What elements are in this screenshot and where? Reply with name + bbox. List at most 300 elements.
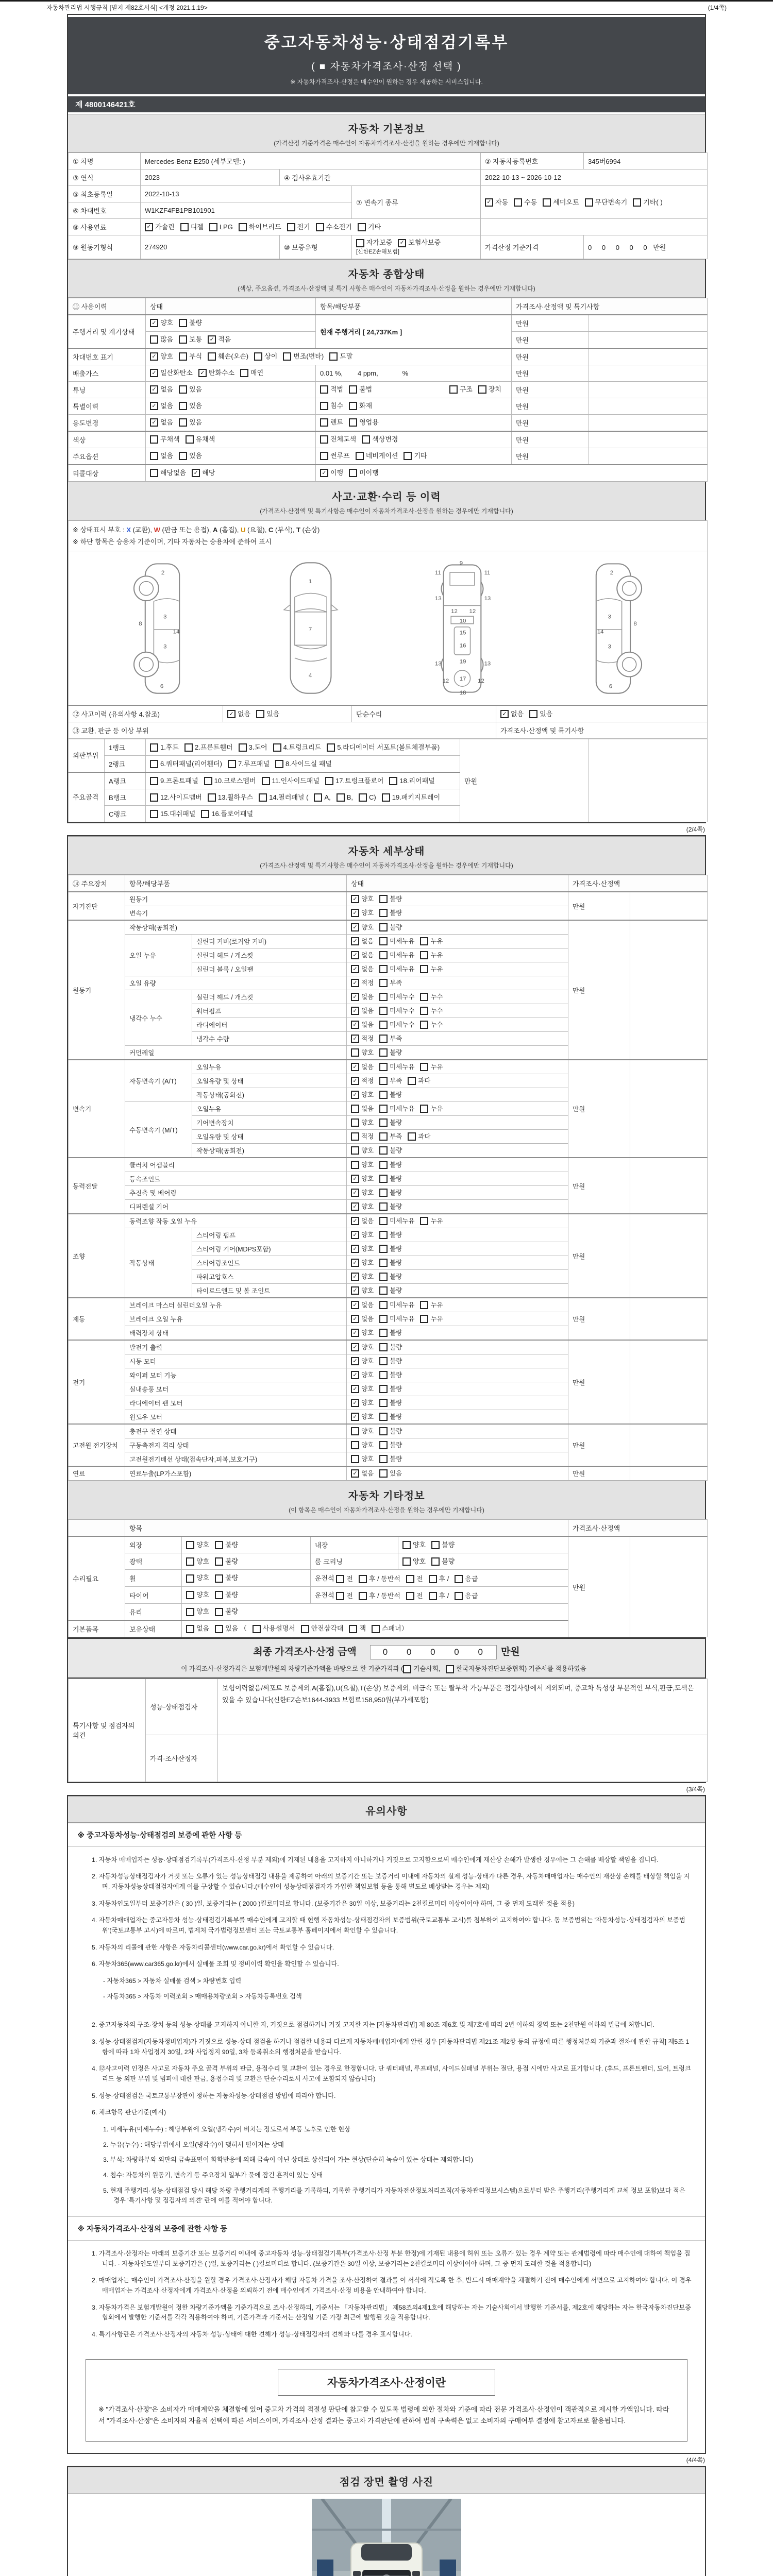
checkbox-empty-icon	[180, 223, 189, 231]
field-label: ⑥ 차대번호	[69, 202, 141, 219]
checkbox-label: 하이브리드	[248, 223, 281, 231]
checkbox-empty-icon	[316, 223, 324, 231]
checkbox-label: 불량	[390, 1273, 402, 1280]
checkbox-empty-icon	[150, 469, 158, 477]
checkbox-empty-icon	[420, 1315, 428, 1323]
checkbox-label: 없음	[361, 1301, 374, 1309]
checkbox-label: 유채색	[195, 435, 215, 444]
checkbox-label: 미세누유	[390, 937, 415, 945]
document-title-note: ※ 자동차가격조사·산정은 매수인이 원하는 경우 제공하는 서비스입니다.	[290, 78, 483, 86]
price-cell: 만원	[568, 1214, 630, 1298]
legend-cell	[69, 520, 708, 551]
remark-cell	[589, 739, 708, 822]
item-label: 오일유량 및 상태	[192, 1074, 347, 1088]
device-group: 전기	[69, 1340, 125, 1424]
checkbox-label: 적정	[361, 1035, 374, 1042]
checkbox-checked-icon: ✓	[351, 965, 359, 973]
checkbox-label: 네비게이션	[365, 452, 398, 460]
checkbox-empty-icon	[379, 923, 388, 931]
emission-values: 0.01 %, 4 ppm, %	[316, 365, 512, 381]
checkbox-checked-icon: ✓	[351, 1063, 359, 1071]
legend-text: (요철),	[245, 526, 268, 534]
checkbox-empty-icon	[351, 1427, 359, 1435]
item-label: 오일유량 및 상태	[192, 1130, 347, 1144]
checkbox-empty-icon	[379, 1357, 388, 1365]
checkbox-label: 16.플로어패널	[211, 810, 254, 818]
checkbox-empty-icon	[408, 1077, 416, 1085]
checkbox-label: 이행	[330, 469, 344, 477]
checkbox-item	[351, 1273, 374, 1281]
basic-info-table	[68, 152, 708, 259]
checkbox-item	[239, 743, 267, 752]
car-diagram-cell	[69, 551, 708, 706]
checkbox-group	[347, 1228, 568, 1242]
panel-number: 19	[459, 659, 466, 666]
checkbox-label: 없음	[361, 1469, 374, 1477]
checkbox-empty-icon	[529, 710, 537, 718]
checkbox-empty-icon	[420, 965, 428, 973]
checkbox-label: 4.트렁크리드	[283, 743, 322, 752]
checkbox-empty-icon	[208, 793, 216, 802]
table-row	[69, 381, 708, 398]
panel-number: 1	[309, 579, 312, 585]
table-row	[69, 722, 708, 739]
checkbox-checked-icon: ✓	[351, 1286, 359, 1295]
checkbox-item	[150, 760, 222, 768]
checkbox-label: 적정	[361, 1132, 374, 1140]
checkbox-empty-icon	[379, 1455, 388, 1463]
checkbox-group	[347, 1004, 568, 1018]
checkbox-group	[316, 465, 708, 482]
checkbox-item	[316, 223, 352, 231]
checkbox-label: 렌트	[330, 418, 344, 427]
checkbox-label: 불량	[442, 1541, 455, 1549]
item-subgroup: 수동변속기 (M/T)	[125, 1102, 192, 1158]
group-label: 외판부위	[69, 739, 105, 773]
final-price-label: 최종 가격조사·산정 금액	[253, 1646, 357, 1657]
panel-number: 15	[459, 630, 466, 636]
checkbox-empty-icon	[201, 810, 209, 818]
checkbox-group	[316, 448, 512, 465]
checkbox-empty-icon	[349, 418, 357, 427]
checkbox-empty-icon	[351, 1132, 359, 1141]
remark-cell	[630, 1340, 708, 1424]
checkbox-item	[239, 223, 281, 231]
checkbox-group	[347, 1410, 568, 1425]
section-photos-header	[68, 2467, 705, 2494]
checkbox-checked-icon: ✓	[351, 1202, 359, 1211]
checkbox-item	[351, 1413, 374, 1421]
notice-item: 6. 체크항목 판단기준(예시)	[92, 2109, 166, 2116]
checkbox-group	[146, 414, 316, 431]
checkbox-item	[379, 1231, 402, 1239]
checkbox-item	[150, 793, 202, 802]
section-title: 점검 장면 촬영 사진	[339, 2477, 434, 2488]
table-row	[69, 739, 708, 756]
checkbox-label: 양호	[361, 1273, 374, 1280]
checkbox-group	[347, 920, 568, 935]
checkbox-item	[150, 369, 193, 377]
panel-number: 12	[477, 678, 484, 685]
checkbox-label: 누유	[430, 965, 443, 973]
item-label: 실린더 헤드 / 개스킷	[192, 990, 347, 1004]
checkbox-label: 불량	[225, 1574, 239, 1582]
checkbox-item	[379, 1469, 402, 1478]
checkbox-empty-icon	[150, 793, 158, 802]
checkbox-empty-icon	[408, 1132, 416, 1141]
checkbox-label: 불량	[390, 1399, 402, 1406]
item-label: 스티어링 펌프	[192, 1228, 347, 1242]
checkbox-label: 양호	[361, 1441, 374, 1449]
checkbox-empty-icon	[320, 452, 328, 460]
checkbox-item	[215, 1541, 238, 1549]
checkbox-label: 미세누수	[390, 1007, 415, 1014]
checkbox-item	[408, 1132, 430, 1141]
checkbox-label: 있음	[266, 710, 280, 718]
notice-item: 3. 자동차인도일부터 보증기간은 ( 30 )일, 보증거리는 ( 2000 )킬로미터로 합니다. (보증기간은 30일 이상, 보증거리는 2천킬로미터 이상이어야 하며, 그 중 먼저 도래한 것을 적용)	[92, 1900, 575, 1907]
field-value	[584, 235, 708, 259]
device-group: 자기진단	[69, 892, 125, 920]
field-label: ⑧ 사용연료	[69, 219, 141, 235]
checkbox-group	[347, 1396, 568, 1410]
tuning-type-checks	[449, 385, 507, 394]
checkbox-label: 없음	[361, 1217, 374, 1225]
checkbox-empty-icon	[179, 385, 187, 394]
checkbox-empty-icon	[379, 1146, 388, 1155]
field-label: ⑨ 원동기형식	[69, 235, 141, 259]
checkbox-label: 미세누유	[390, 1217, 415, 1225]
inspector-comment: 보험이력없음/써포트 보증제외,A(흠집),U(요철),T(손상) 보증제외, 비금속 또는 탈부착 가능부품은 점검사항에서 제외되며, 중고차 특성상 부분적인 부식,판금,도색은 있을 수 있습니다(신한EZ손보1644-3933 보험료158,950원(부가세포함)	[218, 1679, 708, 1735]
table-row	[69, 219, 708, 235]
checkbox-label: 양호	[361, 923, 374, 931]
checkbox-label: 양호	[196, 1574, 210, 1582]
checkbox-empty-icon	[273, 743, 281, 752]
etc-info-table	[68, 1519, 708, 1637]
checkbox-label: 후 /	[439, 1574, 449, 1583]
checkbox-label: 전	[416, 1591, 423, 1600]
panel-number: 13	[434, 661, 442, 668]
checkbox-empty-icon	[379, 1259, 388, 1267]
checkbox-label: 불량	[390, 1329, 402, 1336]
item-subgroup: 작동상태	[125, 1228, 192, 1298]
checkbox-label: 누수	[430, 993, 443, 1001]
checkbox-group	[146, 431, 316, 448]
checkbox-item	[379, 1427, 402, 1435]
checkbox-item	[351, 1245, 374, 1253]
checkbox-empty-icon	[150, 777, 158, 785]
item-label: 고전원전기배선 상태(접속단자,피복,보호기구)	[125, 1452, 347, 1467]
table-row	[69, 1424, 708, 1438]
remark-cell	[589, 448, 708, 465]
checkbox-group	[347, 1340, 568, 1354]
item-label: 스티어링조인트	[192, 1256, 347, 1270]
row-label: 가격·조사산정자	[146, 1735, 218, 1782]
inspection-photo-front	[312, 2499, 461, 2576]
item-label: 작동상태(공회전)	[192, 1144, 347, 1158]
price-cell: 만원	[512, 414, 589, 431]
checkbox-empty-icon	[455, 1592, 463, 1600]
row-label: 차대번호 표기	[69, 348, 146, 365]
checkbox-label: 불량	[390, 1161, 402, 1168]
checkbox-checked-icon: ✓	[351, 909, 359, 917]
checkbox-empty-icon	[359, 793, 367, 802]
table-row	[69, 235, 708, 259]
checkbox-group	[347, 892, 568, 906]
checkbox-item	[379, 1455, 402, 1463]
checkbox-item	[514, 198, 537, 207]
checkbox-label: 없음	[160, 418, 174, 427]
column-header: 가격조사·산정액	[568, 875, 708, 892]
checkbox-empty-icon	[228, 760, 236, 768]
checkbox-label: 많음	[160, 335, 174, 344]
checkbox-item	[186, 1541, 209, 1549]
checkbox-group	[182, 1620, 568, 1637]
checkbox-item	[351, 993, 374, 1001]
checkbox-label: 해당	[202, 469, 215, 477]
checkbox-item	[379, 1315, 414, 1323]
checkbox-label: 양호	[361, 1385, 374, 1393]
checkbox-label: 탄화수소	[208, 369, 235, 377]
checkbox-group	[347, 1116, 568, 1130]
checkbox-empty-icon	[379, 1048, 388, 1057]
state-code-letter: A	[212, 526, 218, 534]
checkbox-checked-icon: ✓	[351, 1343, 359, 1351]
field-label: ② 자동차등록번호	[481, 153, 584, 170]
car-front	[351, 2543, 422, 2576]
checkbox-label: 없음	[361, 1063, 374, 1071]
item-label: 충전구 절연 상태	[125, 1424, 347, 1438]
column-header: ⑭ 주요장치	[69, 875, 125, 892]
checkbox-label: 후 /	[439, 1591, 449, 1600]
checkbox-item	[256, 710, 279, 718]
appraisal-definition-title: 자동차가격조사·산정이란	[278, 2369, 495, 2396]
checkbox-label: 17.트렁크플로어	[335, 777, 384, 785]
checkbox-item	[186, 435, 215, 444]
checkbox-item	[431, 1557, 455, 1566]
accident-table	[68, 520, 708, 739]
checkbox-item	[351, 1118, 374, 1127]
checkbox-item	[179, 352, 202, 361]
checkbox-label: 전체도색	[330, 435, 357, 444]
checkbox-empty-icon	[379, 1189, 388, 1197]
item-label: 타이로드엔드 및 볼 조인트	[192, 1284, 347, 1298]
item-label: 내장	[311, 1536, 398, 1553]
checkbox-empty-icon	[379, 1105, 388, 1113]
checkbox-label: 양호	[196, 1541, 210, 1549]
checkbox-item	[192, 469, 215, 477]
item-label: 변속기	[125, 906, 347, 921]
car-diagram-side-left	[129, 558, 196, 698]
legend-text: (손상)	[300, 526, 320, 534]
checkbox-label: 불량	[390, 1286, 402, 1294]
checkbox-label: 있음	[189, 418, 203, 427]
column-header: ⑪ 사용이력	[69, 298, 146, 315]
section-title: 자동차 종합상태	[348, 268, 425, 280]
checkbox-checked-icon: ✓	[192, 469, 200, 477]
state-code-letter: W	[154, 526, 160, 534]
checkbox-label: 잭	[359, 1624, 366, 1633]
item-label: 구동축전지 격리 상태	[125, 1438, 347, 1452]
checkbox-empty-icon	[209, 223, 217, 231]
checkbox-item	[379, 1175, 402, 1183]
checkbox-checked-icon: ✓	[351, 993, 359, 1001]
item-label: 보유상태	[125, 1620, 182, 1637]
panel-number: 3	[163, 614, 167, 620]
checkbox-checked-icon: ✓	[485, 198, 493, 207]
checkbox-checked-icon: ✓	[351, 1231, 359, 1239]
checkbox-item	[327, 743, 440, 752]
checkbox-label: 부식	[189, 352, 203, 361]
column-header: 가격조사·산정액	[568, 1520, 708, 1537]
table-header-row	[69, 875, 708, 892]
detail-state-table	[68, 875, 708, 1481]
checkbox-label: 불법	[359, 385, 373, 394]
checkbox-item	[382, 793, 440, 802]
checkbox-group	[347, 948, 568, 962]
section-notice-header	[68, 1796, 705, 1823]
table-row	[69, 1298, 708, 1312]
form-reference: 자동차관리법 시행규칙 [별지 제82호서식] <개정 2021.1.19>	[46, 4, 208, 11]
notice-item: 6. 자동차365(www.car365.go.kr)에서 실매물 조회 및 정비이력 확인을 확인할 수 있습니다.	[92, 1960, 339, 1968]
checkbox-empty-icon	[379, 1286, 388, 1295]
checkbox-group	[316, 381, 512, 398]
table-header-row	[69, 1520, 708, 1537]
checkbox-checked-icon: ✓	[351, 1399, 359, 1407]
checkbox-label: 한국자동차진단보증협회) 기준서를 적용하였음	[456, 1665, 586, 1672]
panel-number: 3	[608, 614, 611, 620]
checkbox-label: 적법	[330, 385, 344, 394]
checkbox-empty-icon	[259, 793, 267, 802]
checkbox-item	[379, 1007, 414, 1015]
checkbox-label: 과다	[418, 1132, 431, 1140]
checkbox-label: 썬루프	[330, 452, 350, 460]
car-diagrams	[73, 554, 703, 702]
checkbox-checked-icon: ✓	[145, 223, 153, 231]
price-cell: 만원	[568, 920, 630, 1060]
checkbox-checked-icon: ✓	[351, 1301, 359, 1309]
section-overall-header	[68, 259, 705, 298]
checkbox-group	[146, 365, 316, 381]
checkbox-empty-icon	[150, 435, 158, 444]
checkbox-item	[336, 1575, 353, 1583]
document-title: 중고자동차성능·상태점검기록부	[264, 33, 509, 52]
checkbox-label: 양호	[361, 1146, 374, 1154]
checkbox-label: 불량	[390, 1343, 402, 1351]
table-row	[69, 414, 708, 431]
checkbox-label: 적정	[361, 1077, 374, 1084]
checkbox-item	[351, 1146, 374, 1155]
page-number: (4/4쪽)	[686, 2456, 705, 2464]
panel-number: 11	[434, 570, 441, 577]
checkbox-label: 기타	[414, 452, 427, 460]
checkbox-group	[182, 1553, 311, 1570]
notice-item: 2. 자동차성능상태점검자가 거짓 또는 오류가 있는 성능상태점검 내용을 제공하여 아래의 보증기간 또는 보증거리 이내에 자동차의 실제 성능·상태가 다른 경우, 자동차매매업자는 매수인의 재산상 손해를 배상할 책임을 지며, 자동차성능상태점검자에게 이를 구상할 수 있습니다.(매수인이 성능상태점검자가 가입한 책임보험 등을 통해 별도로 배상받는 경우는 제외)	[92, 1873, 690, 1890]
checkbox-item	[358, 223, 381, 231]
page-4-sheet	[67, 2466, 706, 2576]
item-label: 유리	[125, 1603, 182, 1620]
checkbox-empty-icon	[186, 1591, 194, 1599]
checkbox-group	[347, 990, 568, 1004]
car-diagram-underbody	[426, 558, 498, 698]
field-value: 2022-10-13 ~ 2026-10-12	[481, 170, 708, 186]
checkbox-empty-icon	[150, 760, 158, 768]
legend-text: (흠집),	[217, 526, 241, 534]
checkbox-label: 불량	[390, 895, 402, 903]
checkbox-label: 불량	[442, 1557, 455, 1566]
panel-number: 13	[434, 596, 442, 602]
checkbox-label: 부족	[390, 1035, 402, 1042]
checkbox-label: 누유	[430, 1315, 443, 1323]
field-label: ⑤ 최초등록일	[69, 186, 141, 202]
checkbox-label: 양호	[160, 352, 174, 361]
checkbox-group	[347, 1088, 568, 1102]
checkbox-empty-icon	[379, 1132, 388, 1141]
checkbox-item	[351, 923, 374, 931]
price-cell: 만원	[568, 1158, 630, 1214]
checkbox-checked-icon: ✓	[351, 1315, 359, 1323]
checkbox-empty-icon	[179, 319, 187, 327]
lift-post-left	[317, 2560, 333, 2576]
checkbox-item	[179, 418, 202, 427]
table-row	[69, 1158, 708, 1172]
checkbox-item	[379, 895, 402, 903]
checkbox-group	[146, 448, 316, 465]
price-cell: 만원	[568, 1298, 630, 1340]
checkbox-group	[146, 772, 460, 789]
item-label: 파워고압호스	[192, 1270, 347, 1284]
rank-label: 1랭크	[105, 739, 146, 756]
row-label: 특별이력	[69, 398, 146, 414]
checkbox-label: 일산화탄소	[160, 369, 193, 377]
checkbox-label: 8.사이드실 패널	[285, 760, 332, 768]
checkbox-empty-icon	[329, 352, 338, 361]
checkbox-label: 변조(변타)	[293, 352, 324, 361]
checkbox-checked-icon: ✓	[351, 895, 359, 903]
checkbox-empty-icon	[406, 1575, 414, 1583]
remark-cell	[630, 1060, 708, 1158]
item-subgroup: 오일 누유	[125, 935, 192, 976]
checkbox-group	[347, 1018, 568, 1032]
checkbox-item	[379, 993, 414, 1001]
checkbox-checked-icon: ✓	[351, 1385, 359, 1393]
checkbox-group: 운전석 전 후 / 동반석 전 후 / 응급	[311, 1570, 568, 1587]
section-note: (가격산정 기준가격은 매수인이 자동차가격조사·산정을 원하는 경우에만 기재합니다)	[274, 140, 499, 147]
checkbox-label: 불량	[390, 1455, 402, 1463]
checkbox-item	[379, 1077, 402, 1085]
checkbox-label: 기타( )	[643, 198, 663, 206]
group-label: 주요골격	[69, 772, 105, 822]
item-label: 타이어	[125, 1587, 182, 1604]
checkbox-label: 적정	[361, 979, 374, 987]
notice-body-1	[68, 1847, 705, 2216]
checkbox-checked-icon: ✓	[351, 1175, 359, 1183]
notice-item: 3. 자동차가격은 보험개발원이 정한 차량기준가액을 기준가격으로 조사·산정하되, 기준서는 「자동차관리법」 제58조의4제1호에 해당하는 자는 기술사회에서 발행한 기준서를, 제2호에 해당하는 자는 한국자동차진단보증협회에서 발행한 기준서를 각각 적용하여야 하며, 기준가격과 기준서는 산정일 기준 가장 최근에 발행된 것을 적용합니다.	[92, 2303, 692, 2321]
section-title: 사고·교환·수리 등 이력	[332, 491, 441, 503]
checkbox-group	[146, 806, 460, 822]
column-header: 가격조사·산정액 및 특기사항	[512, 298, 708, 315]
checkbox-label: 양호	[361, 1399, 374, 1406]
price-cell: 만원	[512, 348, 589, 365]
checkbox-item	[379, 1217, 414, 1225]
tuning-legal-checks	[320, 385, 378, 394]
checkbox-item	[351, 1399, 374, 1407]
checkbox-empty-icon	[379, 1343, 388, 1351]
item-label: 윈도우 모터	[125, 1410, 347, 1425]
checkbox-label: 양호	[361, 1245, 374, 1252]
checkbox-item	[301, 1624, 344, 1633]
checkbox-item	[275, 760, 332, 768]
checkbox-label: 수동	[524, 198, 537, 206]
